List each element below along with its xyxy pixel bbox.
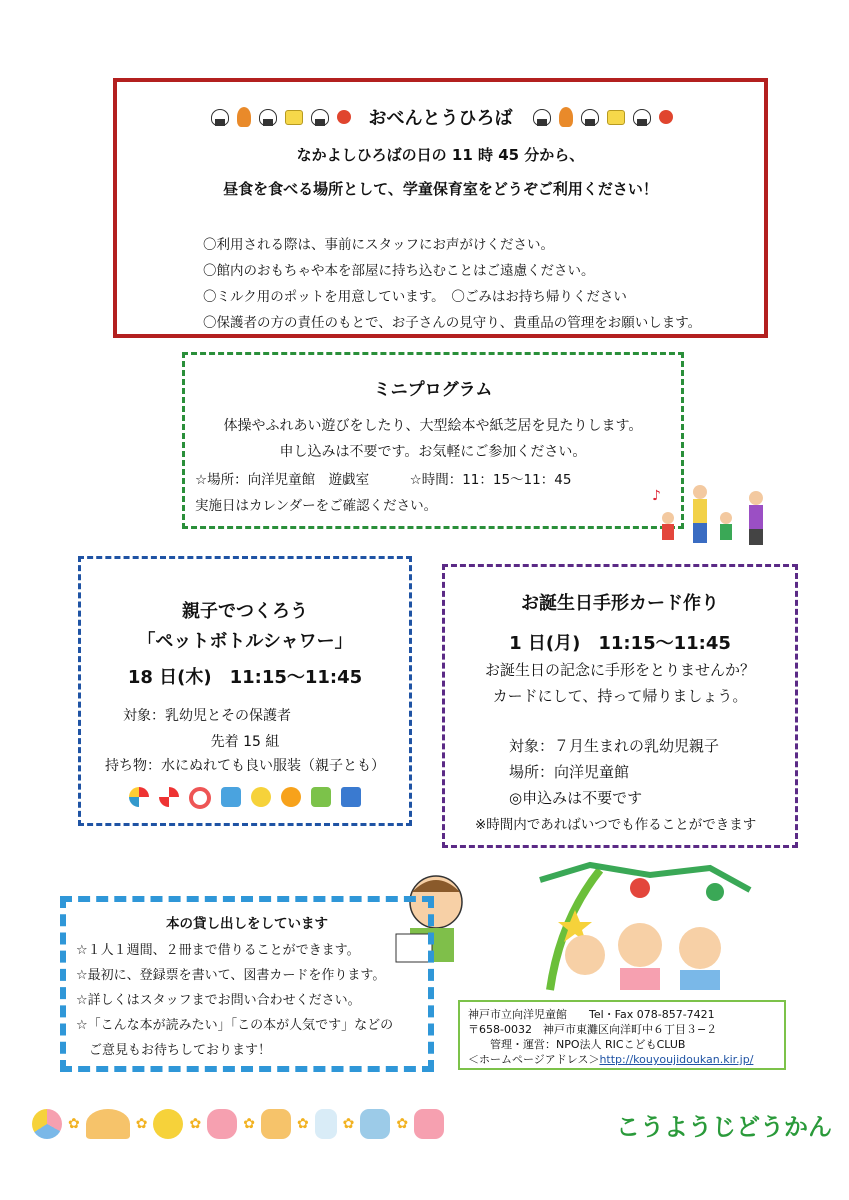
lunch-subtitle-1: なかよしひろばの日の 11 時 45 分から、 (296, 146, 585, 164)
egg-roll-icon (607, 110, 625, 125)
mini-program-title: ミニプログラム (373, 380, 493, 400)
book-lending-note: ☆最初に、登録票を書いて、図書カードを作ります。 (76, 968, 386, 983)
bear-icon (414, 1109, 444, 1139)
book-lending-box (60, 896, 434, 1072)
parent-child-craft-box (78, 556, 412, 826)
baby-bottle-icon (315, 1109, 337, 1139)
flower-icon: ✿ (243, 1116, 255, 1132)
birthday-no-application: ◎申込みは不要です (509, 789, 643, 807)
lunch-deco-right (531, 107, 673, 127)
birthday-card-box (442, 564, 798, 848)
craft-date-time: 18 日(木) 11:15〜11:45 (127, 667, 363, 688)
egg-roll-icon (285, 110, 303, 125)
lunch-plaza-box (113, 78, 768, 338)
lunch-notes (203, 232, 701, 336)
mini-program-place-time: ☆場所：向洋児童館 遊戯室 ☆時間：11：15〜11：45 (195, 472, 572, 488)
facility-operator: 管理・運営：NPO法人 RICこどもCLUB (490, 1038, 686, 1051)
adult-figure-icon (749, 491, 763, 505)
craft-belongings: 持ち物：水にぬれても良い服装（親子とも） (105, 758, 385, 774)
child-face-icon (679, 927, 721, 969)
craft-item-name: 「ペットボトルシャワー」 (137, 631, 353, 652)
birthday-place: 場所：向洋児童館 (509, 763, 630, 781)
chick-icon (153, 1109, 183, 1139)
book-lending-note: ☆「こんな本が読みたい」「この本が人気です」などの (76, 1018, 394, 1033)
birthday-desc-1: お誕生日の記念に手形をとりませんか？ (484, 661, 755, 679)
book-lending-note: ☆詳しくはスタッフまでお問い合わせください。 (76, 993, 361, 1008)
birthday-target: 対象：７月生まれの乳幼児親子 (509, 737, 720, 755)
rubber-duck-icon (251, 787, 271, 807)
sun-icon (281, 787, 301, 807)
homepage-link[interactable]: http://kouyoujidoukan.kir.jp/ (599, 1053, 754, 1066)
child-face-icon (618, 923, 662, 967)
birthday-anytime-note: ※時間内であればいつでも作ることができます (475, 817, 757, 833)
birthday-title: お誕生日手形カード作り (521, 593, 719, 614)
onigiri-icon (631, 107, 653, 127)
lunch-note: 〇館内のおもちゃや本を部屋に持ち込むことはご遠慮ください。 (203, 263, 595, 279)
facility-homepage-line (468, 1052, 776, 1067)
child-face-icon (565, 935, 605, 975)
onigiri-icon (209, 107, 231, 127)
watermelon-icon (706, 883, 724, 901)
baby-shoes-icon (360, 1109, 390, 1139)
flower-icon: ✿ (342, 1116, 355, 1132)
flower-icon: ✿ (135, 1116, 148, 1132)
onigiri-icon (579, 107, 601, 127)
music-note-icon: ♪ (652, 488, 661, 504)
craft-capacity: 先着 15 組 (210, 734, 280, 750)
onigiri-icon (309, 107, 331, 127)
mobile-toy-icon (86, 1109, 130, 1139)
facility-name-phone: 神戸市立向洋児童館 Tel・Fax 078-857-7421 (468, 1008, 715, 1021)
birthday-date-time: 1 日(月) 11:15〜11:45 (509, 633, 731, 654)
pacifier-icon (207, 1109, 237, 1139)
mini-program-box (182, 352, 684, 529)
swim-ring-icon (189, 787, 211, 809)
lunch-note: 〇利用される際は、事前にスタッフにお声がけください。 (203, 237, 554, 253)
footer-banner (32, 1100, 832, 1148)
lunch-title: おべんとうひろば (368, 108, 513, 129)
lunch-title-row (117, 100, 764, 134)
water-toys-decoration (81, 787, 409, 809)
lunch-note: 〇ミルク用のポットを用意しています。 〇ごみはお持ち帰りください (203, 289, 627, 305)
dancing-family-illustration (648, 478, 776, 550)
lunch-subtitle-2: 昼食を食べる場所として、学童保育室をどうぞご利用ください！ (223, 180, 658, 198)
beach-ball-icon (129, 787, 149, 807)
mini-program-desc-1: 体操やふれあい遊びをしたり、大型絵本や紙芝居を見たりします。 (223, 418, 643, 434)
toy-boat-icon (341, 787, 361, 807)
float-ring-icon (159, 787, 179, 807)
watering-can-icon (221, 787, 241, 807)
flower-icon: ✿ (189, 1116, 202, 1132)
tomato-icon (659, 110, 673, 124)
bucket-icon (311, 787, 331, 807)
ball-icon (32, 1109, 62, 1139)
tomato-icon (337, 110, 351, 124)
book-lending-note: ☆１人１週間、２冊まで借りることができます。 (76, 943, 360, 958)
flower-icon: ✿ (68, 1116, 80, 1132)
child-figure-icon (720, 512, 732, 524)
rattle-icon (261, 1109, 291, 1139)
octopus-sausage-icon (559, 107, 573, 127)
lunch-deco-left (209, 107, 351, 127)
craft-title: 親子でつくろう (182, 601, 308, 622)
onigiri-icon (257, 107, 279, 127)
octopus-sausage-icon (237, 107, 251, 127)
facility-address: 〒658-0032 神戸市東灘区向洋町中６丁目３−２ (468, 1023, 718, 1036)
onigiri-icon (531, 107, 553, 127)
tanabata-children-illustration (530, 860, 760, 995)
flower-icon: ✿ (396, 1116, 409, 1132)
birthday-desc-2: カードにして、持って帰りましょう。 (492, 687, 748, 705)
flower-icon: ✿ (296, 1116, 309, 1132)
lunch-note: 〇保護者の方の責任のもとで、お子さんの見守り、貴重品の管理をお願いします。 (203, 315, 702, 331)
book-lending-title: 本の貸し出しをしています (166, 916, 328, 932)
facility-info-box (458, 1000, 786, 1070)
mini-program-calendar-note: 実施日はカレンダーをご確認ください。 (195, 498, 438, 514)
book-lending-notes (76, 938, 393, 1063)
book-lending-note: ご意見もお待ちしております！ (76, 1043, 272, 1058)
adult-figure-icon (693, 485, 707, 499)
child-figure-icon (662, 512, 674, 524)
brand-name: こうようじどうかん (616, 1112, 832, 1141)
homepage-label: ＜ホームページアドレス＞ (468, 1053, 600, 1066)
mini-program-desc-2: 申し込みは不要です。お気軽にご参加ください。 (279, 444, 587, 460)
octopus-icon (630, 878, 650, 898)
craft-target: 対象：乳幼児とその保護者 (123, 708, 291, 724)
